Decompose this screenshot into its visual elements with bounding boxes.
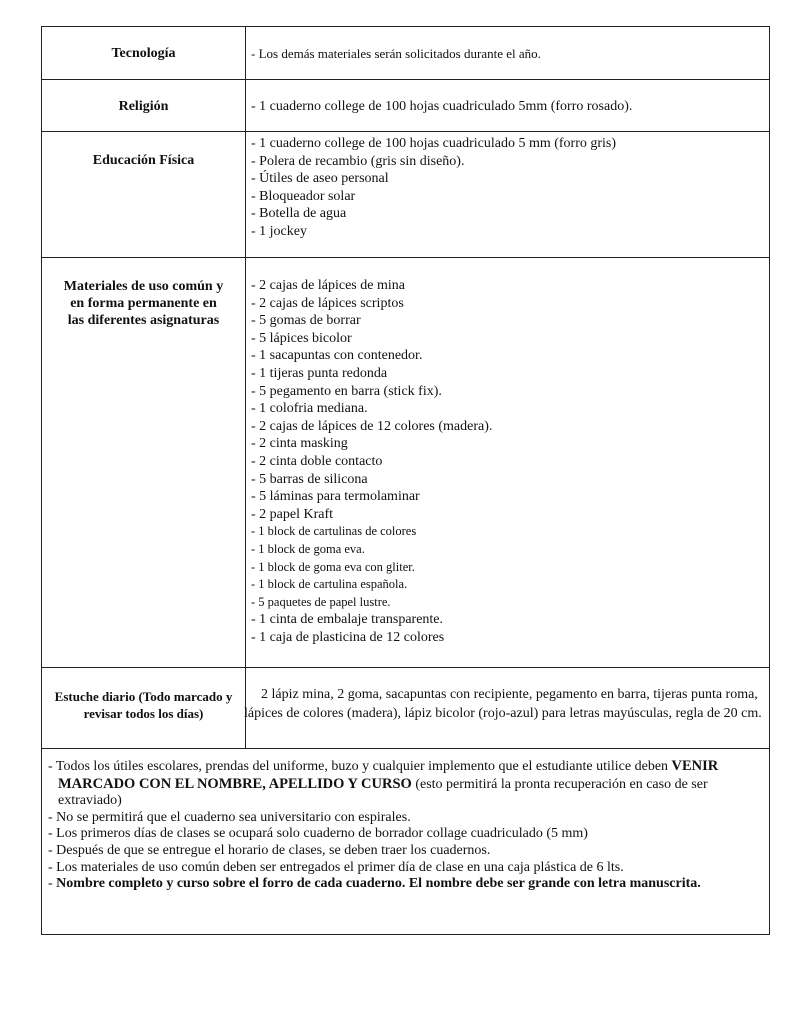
list-item: - Botella de agua: [251, 206, 347, 222]
materiales-comunes-list: [251, 277, 492, 646]
religion-item: - 1 cuaderno college de 100 hojas cuadriculado 5mm (forro rosado).: [251, 99, 633, 114]
list-item: - 5 lápices bicolor: [251, 330, 352, 346]
list-item: - 2 cajas de lápices scriptos: [251, 295, 404, 311]
row-divider: [42, 79, 769, 80]
subject-estuche-diario: [42, 688, 245, 722]
note-horario: - Después de que se entregue el horario de clases, se deben traer los cuadernos.: [48, 842, 491, 858]
educacion-fisica-list: [251, 135, 616, 241]
list-item: - 5 gomas de borrar: [251, 313, 361, 329]
list-item: - 5 láminas para termolaminar: [251, 489, 420, 505]
note-bold-text: VENIR MARCADO CON EL NOMBRE, APELLIDO Y CURSO: [58, 758, 719, 792]
tecnologia-item: - Los demás materiales serán solicitados durante el año.: [251, 46, 541, 61]
subject-line: revisar todos los días): [83, 706, 204, 721]
list-item: - Polera de recambio (gris sin diseño).: [251, 153, 465, 169]
subject-line: las diferentes asignaturas: [67, 313, 220, 328]
list-item: - 2 papel Kraft: [251, 506, 334, 522]
column-divider: [245, 27, 246, 748]
note-espirales: - No se permitirá que el cuaderno sea universitario con espirales.: [48, 809, 411, 825]
list-item: - 2 cinta masking: [251, 436, 348, 452]
list-item: - 1 cuaderno college de 100 hojas cuadriculado 5 mm (forro gris): [251, 136, 617, 151]
subject-tecnologia: Tecnología: [111, 46, 176, 61]
note-text: - Todos los útiles escolares, prendas del uniforme, buzo y cualquier implemento que el estudiante utilice deben: [48, 759, 672, 774]
list-item: - 1 colofria mediana.: [251, 401, 368, 417]
subject-materiales-comunes: [42, 278, 245, 329]
list-item: - 1 block de cartulina española.: [251, 577, 408, 592]
subject-line: Materiales de uso común y: [63, 279, 224, 294]
list-item: - 1 caja de plasticina de 12 colores: [251, 629, 445, 645]
list-item: - 1 block de goma eva con gliter.: [251, 559, 415, 574]
estuche-diario-text: 2 lápiz mina, 2 goma, sacapuntas con recipiente, pegamento en barra, tijeras punta roma, lápices de colores (madera), lápiz bicolor (rojo-azul) para letras mayúsculas, regla de 20 cm.: [244, 687, 762, 721]
subject-line: Estuche diario (Todo marcado y: [54, 689, 233, 704]
materials-table: [41, 26, 770, 935]
row-divider: [42, 131, 769, 132]
list-item: - 2 cajas de lápices de 12 colores (madera).: [251, 418, 493, 434]
list-item: - Bloqueador solar: [251, 188, 356, 204]
list-item: - 1 jockey: [251, 223, 307, 239]
note-marcado: [48, 758, 763, 810]
list-item: - 1 tijeras punta redonda: [251, 365, 388, 381]
note-bold-text: Nombre completo y curso sobre el forro de cada cuaderno. El nombre debe ser grande con letra manuscrita.: [56, 876, 701, 892]
note-borrador: - Los primeros días de clases se ocupará solo cuaderno de borrador collage cuadriculado (5 mm): [48, 826, 588, 842]
row-divider: [42, 257, 769, 258]
list-item: - 2 cajas de lápices de mina: [251, 278, 405, 293]
notes-section: [48, 758, 763, 893]
list-item: - 2 cinta doble contacto: [251, 453, 383, 469]
list-item: - 5 barras de silicona: [251, 471, 368, 487]
list-item: - 1 block de goma eva.: [251, 541, 365, 556]
subject-religion: Religión: [118, 99, 169, 114]
list-item: - 5 paquetes de papel lustre.: [251, 594, 391, 609]
list-item: - 1 cinta de embalaje transparente.: [251, 612, 444, 628]
note-text: (esto permitirá la pronta recuperación en caso de ser extraviado): [58, 776, 708, 809]
note-nombre-forro: [48, 876, 763, 893]
subject-educacion-fisica: Educación Física: [92, 153, 195, 168]
row-divider: [42, 748, 769, 749]
list-item: - 5 pegamento en barra (stick fix).: [251, 383, 442, 399]
subject-line: en forma permanente en: [70, 296, 217, 311]
row-divider: [42, 667, 769, 668]
note-dash: -: [48, 876, 57, 892]
list-item: - Útiles de aseo personal: [251, 171, 389, 187]
list-item: - 1 block de cartulinas de colores: [251, 524, 417, 539]
note-caja-plastica: - Los materiales de uso común deben ser entregados el primer día de clase en una caja plástica de 6 lts.: [48, 859, 624, 875]
list-item: - 1 sacapuntas con contenedor.: [251, 348, 423, 364]
